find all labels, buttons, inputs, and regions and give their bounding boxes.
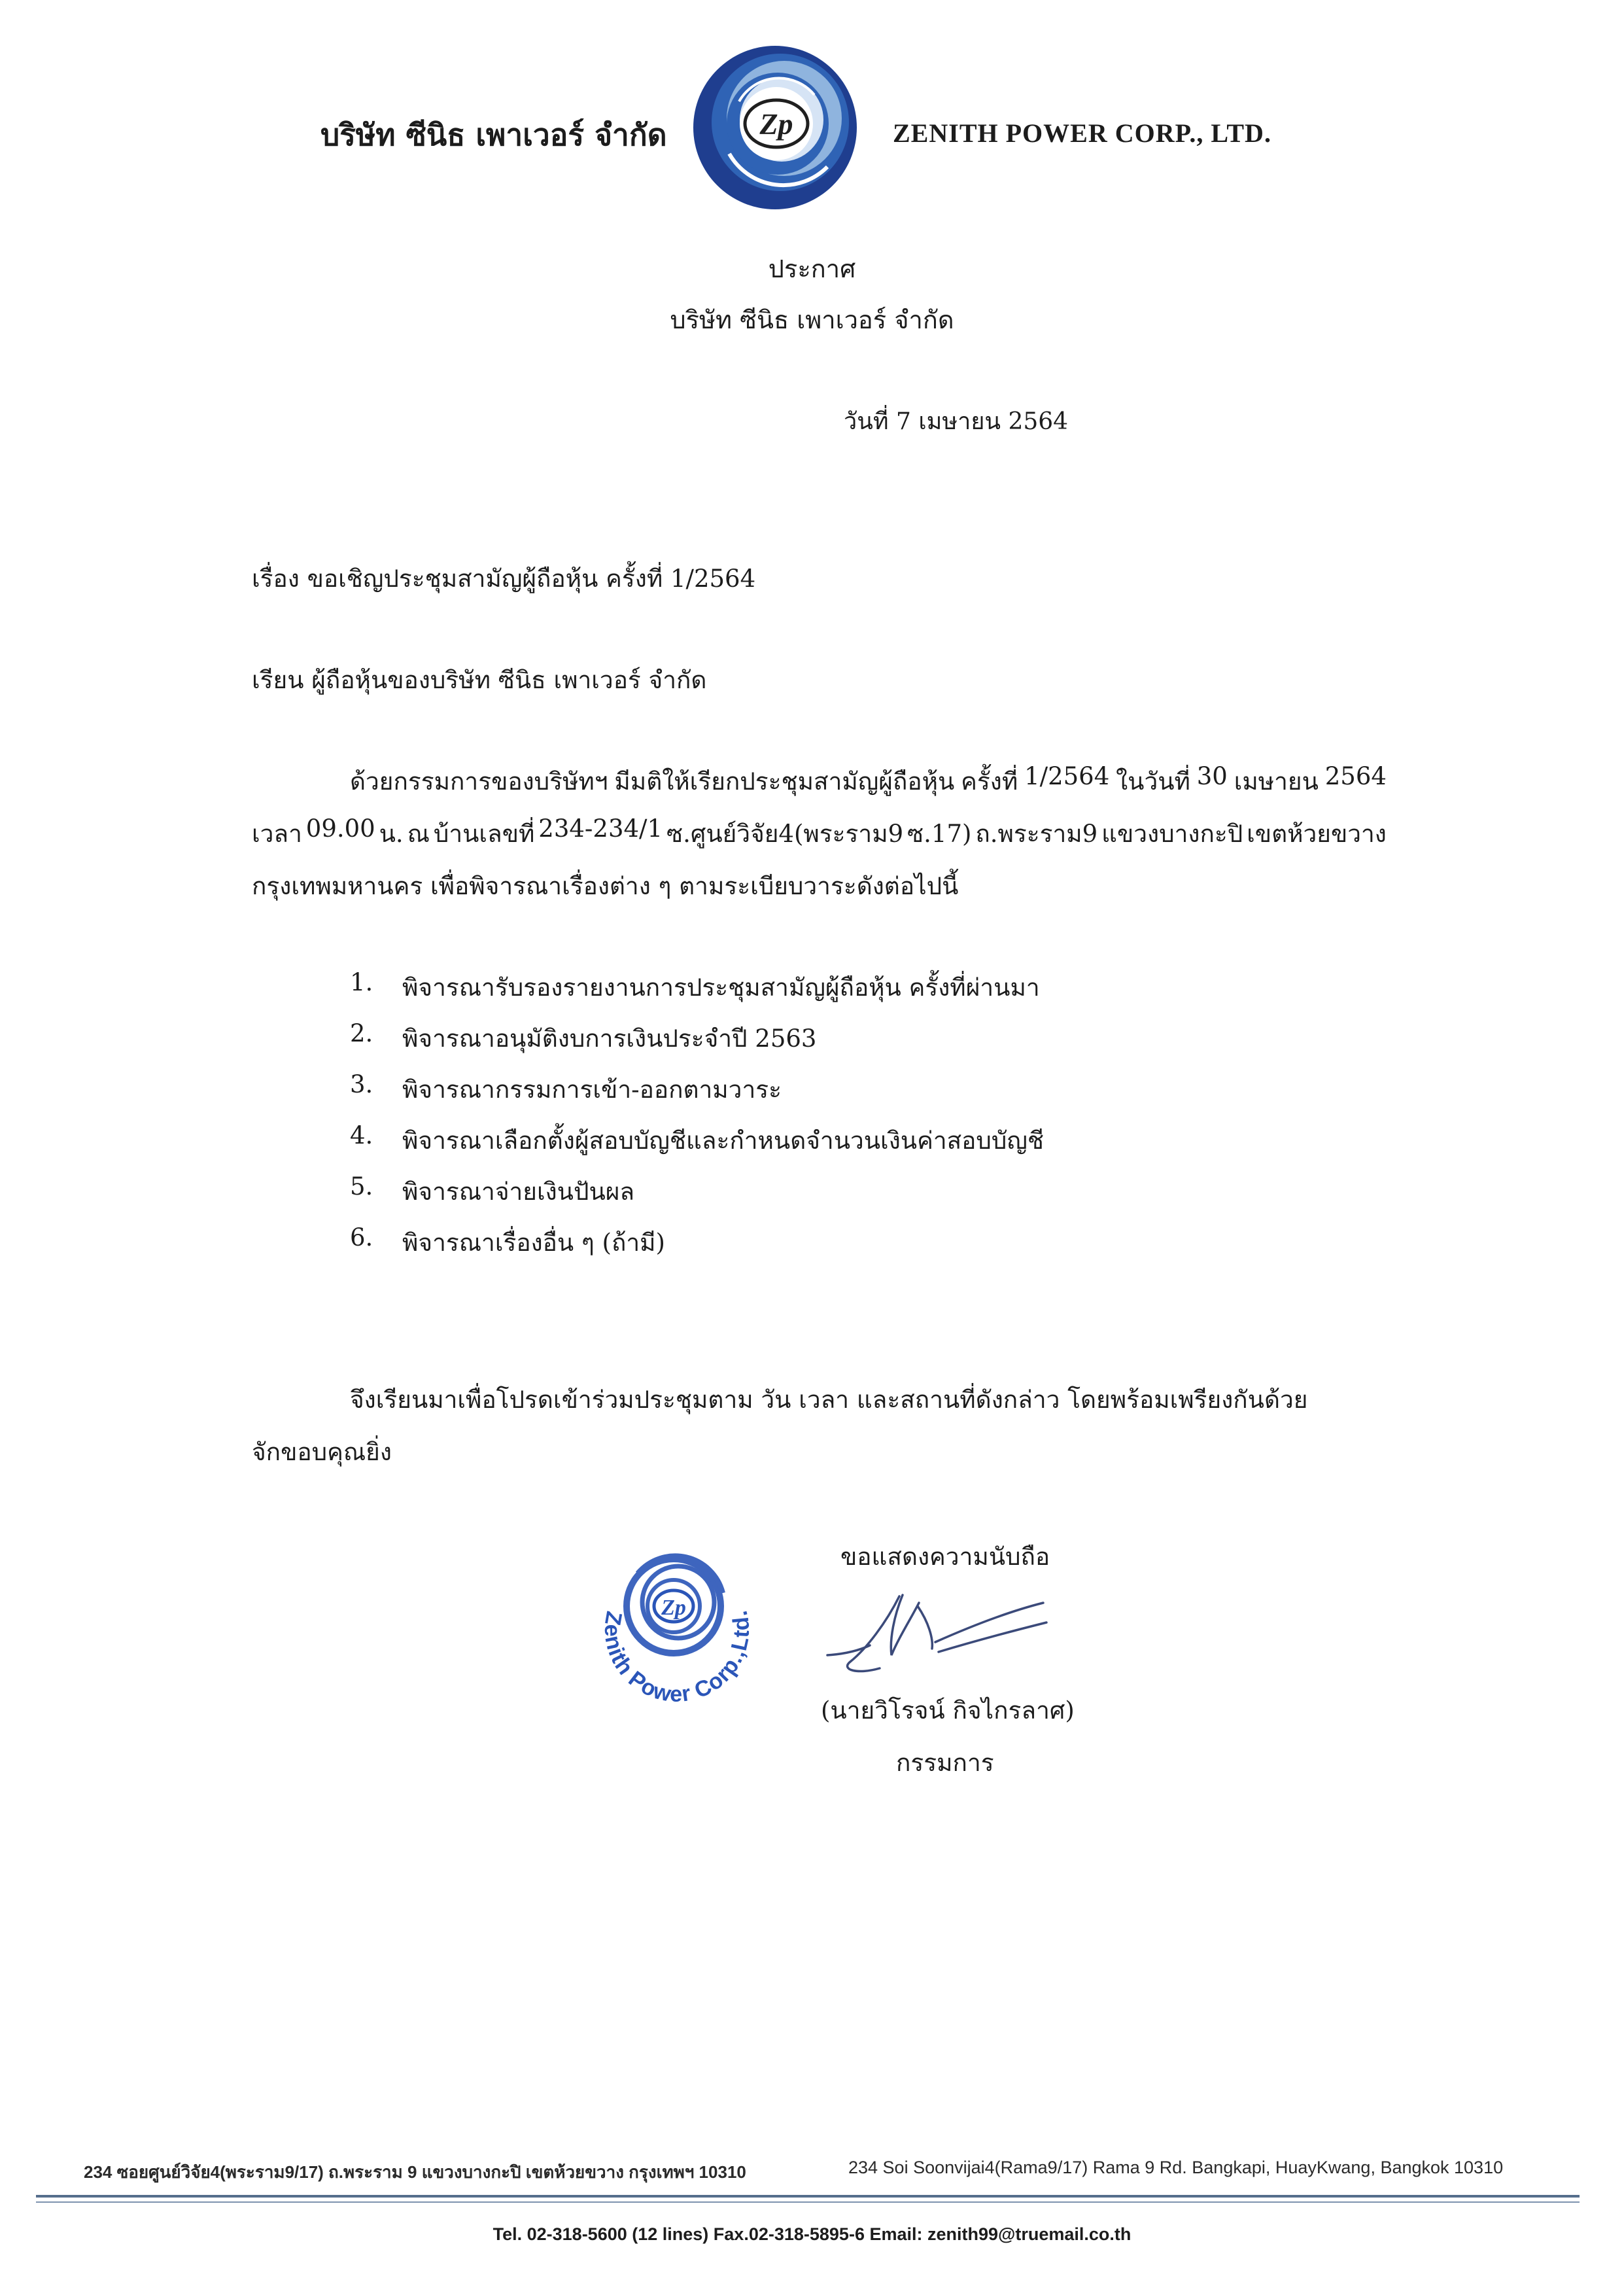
footer-divider [36,2195,1580,2198]
agenda-item-number: 4. [350,1121,373,1149]
agenda-item-text: พิจารณาอนุมัติงบการเงินประจำปี 2563 [402,1025,817,1053]
body-word: 1/2564 [1024,762,1110,790]
company-name-thai: บริษัท ซีนิธ เพาเวอร์ จำกัด [320,117,667,152]
agenda-item [350,1019,1044,1070]
closing-line-2: จักขอบคุณยิ่ง [252,1438,392,1466]
footer-divider [36,2201,1580,2203]
agenda-item-number: 3. [350,1070,373,1098]
announcement-title: ประกาศ [768,254,856,283]
agenda-list [350,968,1044,1274]
stamp-logo-text: Zp [661,1596,686,1620]
agenda-item-text: พิจารณาเรื่องอื่น ๆ (ถ้ามี) [402,1229,665,1257]
company-name-english: ZENITH POWER CORP., LTD. [893,118,1271,148]
body-word: ในวันที่ [1116,767,1190,796]
agenda-item-text: พิจารณาเลือกตั้งผู้สอบบัญชีและกำหนดจำนวนเงินค่าสอบบัญชี [402,1127,1045,1155]
body-word: ซ.17) [907,820,972,848]
closing-line-1: จึงเรียนมาเพื่อโปรดเข้าร่วมประชุมตาม วัน เวลา และสถานที่ดังกล่าว โดยพร้อมเพรียงกันด้วย [350,1386,1308,1414]
body-word: 09.00 [305,815,375,843]
agenda-item [350,1121,1044,1172]
signer-name: (นายวิโรจน์ กิจไกรลาศ) [821,1696,1075,1725]
signer-title: กรรมการ [896,1749,994,1777]
zp-logo-icon [690,43,860,213]
announcement-company: บริษัท ซีนิธ เพาเวอร์ จำกัด [670,306,954,334]
body-word: ถ.พระราม9 [975,820,1098,848]
footer-address-english: 234 Soi Soonvijai4(Rama9/17) Rama 9 Rd. Bangkapi, HuayKwang, Bangkok 10310 [848,2158,1504,2177]
stamp-text: Zenith Power Corp.,Ltd. [599,1607,755,1707]
body-word: น. [379,820,404,848]
agenda-item [350,1223,1044,1274]
handwritten-signature [821,1577,1063,1688]
agenda-item-number: 1. [350,968,373,996]
body-paragraph-line-2 [252,815,1387,853]
announcement-date: วันที่ 7 เมษายน 2564 [844,408,1069,435]
company-logo [690,43,860,213]
agenda-item-text: พิจารณารับรองรายงานการประชุมสามัญผู้ถือหุ้น ครั้งที่ผ่านมา [402,973,1040,1002]
agenda-item [350,1070,1044,1121]
closing-regards: ขอแสดงความนับถือ [840,1543,1050,1571]
agenda-item [350,968,1044,1019]
body-word: แขวงบางกะปิ [1101,820,1243,848]
body-paragraph-line-1 [350,762,1387,801]
subject-line: เรื่อง ขอเชิญประชุมสามัญผู้ถือหุ้น ครั้งที่ 1/2564 [252,565,756,593]
body-word: ด้วยกรรมการของบริษัทฯ [350,767,608,796]
signature-image-icon [821,1577,1063,1688]
body-word: ครั้งที่ [961,767,1018,796]
agenda-item-text: พิจารณาจ่ายเงินปันผล [402,1178,635,1206]
agenda-item-number: 2. [350,1019,373,1047]
body-word: 234-234/1 [538,815,663,843]
body-paragraph-line-3: กรุงเทพมหานคร เพื่อพิจารณาเรื่องต่าง ๆ ตามระเบียบวาระดังต่อไปนี้ [252,872,959,900]
agenda-item-number: 6. [350,1223,373,1252]
company-stamp [566,1521,782,1737]
recipient-line: เรียน ผู้ถือหุ้นของบริษัท ซีนิธ เพาเวอร์ จำกัด [252,666,707,694]
body-word: เขตห้วยขวาง [1247,820,1387,848]
body-word: บ้านเลขที่ [433,820,535,848]
body-word: 2564 [1324,762,1387,790]
footer-address-thai: 234 ซอยศูนย์วิจัย4(พระราม9/17) ถ.พระราม 9 แขวงบางกะปิ เขตห้วยขวาง กรุงเทพฯ 10310 [84,2162,746,2182]
body-word: เมษายน [1234,767,1319,796]
body-word: เวลา [252,820,302,848]
agenda-item-text: พิจารณากรรมการเข้า-ออกตามวาระ [402,1076,782,1104]
logo-text: Zp [759,107,793,141]
body-word: ณ [407,820,430,848]
body-word: ซ.ศูนย์วิจัย4(พระราม9 [666,820,904,848]
body-word: 30 [1196,762,1228,790]
agenda-item [350,1172,1044,1223]
body-word: มีมติให้เรียกประชุมสามัญผู้ถือหุ้น [614,767,955,796]
agenda-item-number: 5. [350,1172,373,1200]
stamp-seal-icon [566,1521,782,1737]
footer-contact: Tel. 02-318-5600 (12 lines) Fax.02-318-5895-6 Email: zenith99@truemail.co.th [492,2224,1132,2244]
